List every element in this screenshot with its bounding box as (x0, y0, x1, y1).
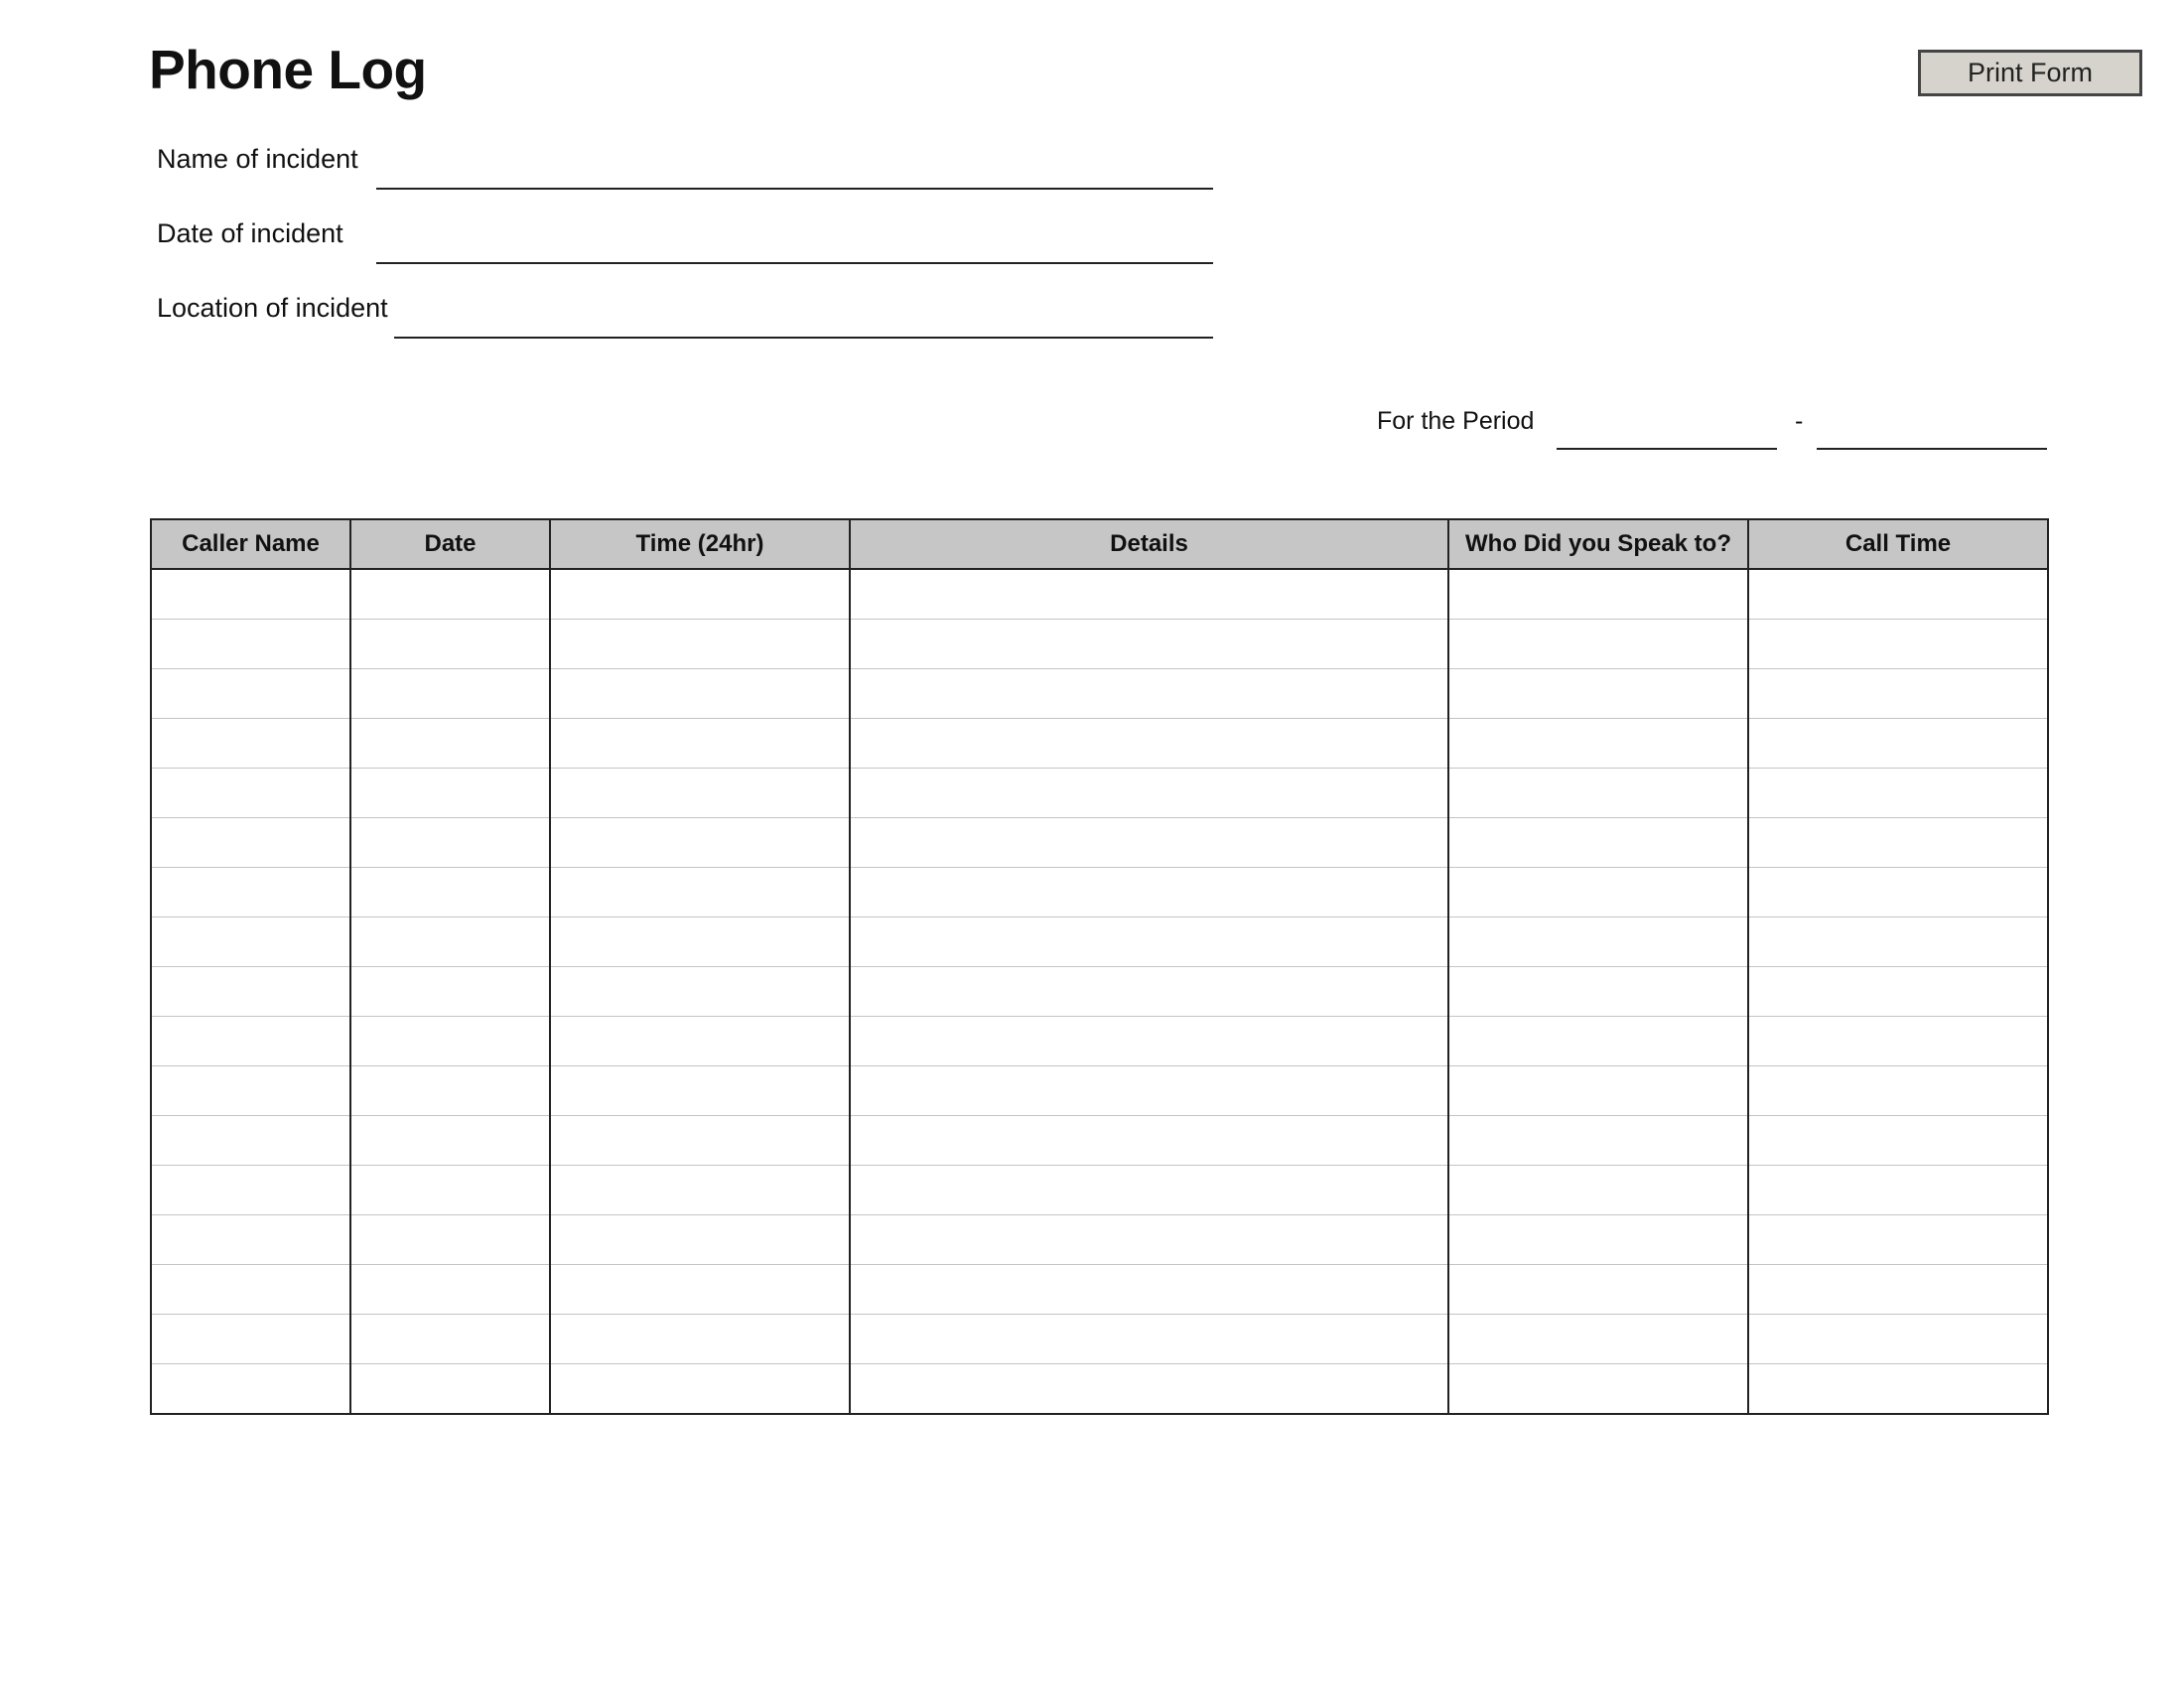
table-row (151, 769, 2048, 818)
table-row (151, 1265, 2048, 1315)
date-cell[interactable] (350, 1215, 550, 1265)
who-spoke-cell[interactable] (1448, 1265, 1748, 1315)
call-time-cell[interactable] (1748, 769, 2048, 818)
table-row (151, 569, 2048, 620)
caller-name-cell[interactable] (151, 1066, 350, 1116)
period-start-line[interactable] (1557, 448, 1777, 450)
call-time-cell[interactable] (1748, 1116, 2048, 1166)
date-cell[interactable] (350, 1066, 550, 1116)
table-row (151, 917, 2048, 967)
details-cell[interactable] (850, 1315, 1448, 1364)
details-cell[interactable] (850, 967, 1448, 1017)
who-spoke-cell[interactable] (1448, 818, 1748, 868)
table-row (151, 1364, 2048, 1415)
period-end-line[interactable] (1817, 448, 2047, 450)
details-cell[interactable] (850, 669, 1448, 719)
details-cell[interactable] (850, 719, 1448, 769)
incident-name-field (157, 144, 1219, 204)
who-spoke-cell[interactable] (1448, 1315, 1748, 1364)
table-row (151, 1166, 2048, 1215)
incident-date-line[interactable] (376, 262, 1213, 264)
phone-log-table (150, 518, 2049, 1415)
who-spoke-cell[interactable] (1448, 669, 1748, 719)
caller-name-cell[interactable] (151, 1215, 350, 1265)
table-row (151, 868, 2048, 917)
details-cell[interactable] (850, 1265, 1448, 1315)
date-cell[interactable] (350, 868, 550, 917)
time-cell[interactable] (550, 1315, 850, 1364)
time-cell[interactable] (550, 868, 850, 917)
date-cell[interactable] (350, 967, 550, 1017)
call-time-cell[interactable] (1748, 917, 2048, 967)
date-cell[interactable] (350, 719, 550, 769)
call-time-cell[interactable] (1748, 1215, 2048, 1265)
incident-location-label: Location of incident (157, 293, 388, 323)
details-cell[interactable] (850, 1364, 1448, 1415)
caller-name-cell[interactable] (151, 1315, 350, 1364)
column-details: Details (850, 519, 1448, 569)
column-time: Time (24hr) (550, 519, 850, 569)
details-cell[interactable] (850, 620, 1448, 669)
who-spoke-cell[interactable] (1448, 1017, 1748, 1066)
details-cell[interactable] (850, 1066, 1448, 1116)
who-spoke-cell[interactable] (1448, 1364, 1748, 1415)
incident-name-label: Name of incident (157, 144, 358, 174)
caller-name-cell[interactable] (151, 1166, 350, 1215)
table-row (151, 818, 2048, 868)
table-row (151, 1215, 2048, 1265)
who-spoke-cell[interactable] (1448, 917, 1748, 967)
caller-name-cell[interactable] (151, 620, 350, 669)
caller-name-cell[interactable] (151, 569, 350, 620)
time-cell[interactable] (550, 818, 850, 868)
column-call-time: Call Time (1748, 519, 2048, 569)
details-cell[interactable] (850, 917, 1448, 967)
date-cell[interactable] (350, 1364, 550, 1415)
time-cell[interactable] (550, 967, 850, 1017)
time-cell[interactable] (550, 620, 850, 669)
caller-name-cell[interactable] (151, 818, 350, 868)
time-cell[interactable] (550, 669, 850, 719)
caller-name-cell[interactable] (151, 1116, 350, 1166)
call-time-cell[interactable] (1748, 1017, 2048, 1066)
call-time-cell[interactable] (1748, 719, 2048, 769)
time-cell[interactable] (550, 1066, 850, 1116)
who-spoke-cell[interactable] (1448, 1215, 1748, 1265)
time-cell[interactable] (550, 1116, 850, 1166)
incident-date-field (157, 218, 1219, 278)
time-cell[interactable] (550, 719, 850, 769)
date-cell[interactable] (350, 917, 550, 967)
caller-name-cell[interactable] (151, 868, 350, 917)
date-cell[interactable] (350, 620, 550, 669)
details-cell[interactable] (850, 868, 1448, 917)
call-time-cell[interactable] (1748, 1315, 2048, 1364)
page-title: Phone Log (149, 39, 427, 100)
incident-location-field (157, 293, 1219, 352)
caller-name-cell[interactable] (151, 1017, 350, 1066)
time-cell[interactable] (550, 1265, 850, 1315)
date-cell[interactable] (350, 769, 550, 818)
column-date: Date (350, 519, 550, 569)
who-spoke-cell[interactable] (1448, 569, 1748, 620)
incident-date-label: Date of incident (157, 218, 343, 248)
details-cell[interactable] (850, 1166, 1448, 1215)
table-body (151, 569, 2048, 1414)
call-time-cell[interactable] (1748, 669, 2048, 719)
date-cell[interactable] (350, 1315, 550, 1364)
table-row (151, 967, 2048, 1017)
caller-name-cell[interactable] (151, 669, 350, 719)
table-row (151, 1017, 2048, 1066)
who-spoke-cell[interactable] (1448, 1166, 1748, 1215)
details-cell[interactable] (850, 1017, 1448, 1066)
who-spoke-cell[interactable] (1448, 1066, 1748, 1116)
who-spoke-cell[interactable] (1448, 967, 1748, 1017)
time-cell[interactable] (550, 1364, 850, 1415)
time-cell[interactable] (550, 1017, 850, 1066)
details-cell[interactable] (850, 769, 1448, 818)
call-time-cell[interactable] (1748, 1066, 2048, 1116)
call-time-cell[interactable] (1748, 967, 2048, 1017)
incident-location-line[interactable] (394, 337, 1213, 339)
caller-name-cell[interactable] (151, 967, 350, 1017)
details-cell[interactable] (850, 1215, 1448, 1265)
call-time-cell[interactable] (1748, 1364, 2048, 1415)
details-cell[interactable] (850, 818, 1448, 868)
who-spoke-cell[interactable] (1448, 868, 1748, 917)
who-spoke-cell[interactable] (1448, 769, 1748, 818)
call-time-cell[interactable] (1748, 569, 2048, 620)
call-time-cell[interactable] (1748, 1166, 2048, 1215)
table-row (151, 1116, 2048, 1166)
period-label: For the Period (1377, 407, 1535, 435)
column-who-spoke: Who Did you Speak to? (1448, 519, 1748, 569)
time-cell[interactable] (550, 917, 850, 967)
table-row (151, 669, 2048, 719)
table-header-row (151, 519, 2048, 569)
who-spoke-cell[interactable] (1448, 1116, 1748, 1166)
time-cell[interactable] (550, 1166, 850, 1215)
time-cell[interactable] (550, 569, 850, 620)
table-row (151, 1315, 2048, 1364)
date-cell[interactable] (350, 669, 550, 719)
column-caller-name: Caller Name (151, 519, 350, 569)
caller-name-cell[interactable] (151, 1364, 350, 1415)
call-time-cell[interactable] (1748, 818, 2048, 868)
who-spoke-cell[interactable] (1448, 719, 1748, 769)
date-cell[interactable] (350, 1116, 550, 1166)
date-cell[interactable] (350, 1017, 550, 1066)
call-time-cell[interactable] (1748, 1265, 2048, 1315)
caller-name-cell[interactable] (151, 917, 350, 967)
call-time-cell[interactable] (1748, 868, 2048, 917)
caller-name-cell[interactable] (151, 719, 350, 769)
table-row (151, 719, 2048, 769)
details-cell[interactable] (850, 1116, 1448, 1166)
period-separator: - (1795, 407, 1804, 435)
date-cell[interactable] (350, 1265, 550, 1315)
call-time-cell[interactable] (1748, 620, 2048, 669)
incident-name-line[interactable] (376, 188, 1213, 190)
date-cell[interactable] (350, 1166, 550, 1215)
who-spoke-cell[interactable] (1448, 620, 1748, 669)
time-cell[interactable] (550, 1215, 850, 1265)
table-row (151, 1066, 2048, 1116)
date-cell[interactable] (350, 569, 550, 620)
caller-name-cell[interactable] (151, 769, 350, 818)
details-cell[interactable] (850, 569, 1448, 620)
print-form-button[interactable]: Print Form (1918, 50, 2142, 96)
table-row (151, 620, 2048, 669)
time-cell[interactable] (550, 769, 850, 818)
date-cell[interactable] (350, 818, 550, 868)
caller-name-cell[interactable] (151, 1265, 350, 1315)
